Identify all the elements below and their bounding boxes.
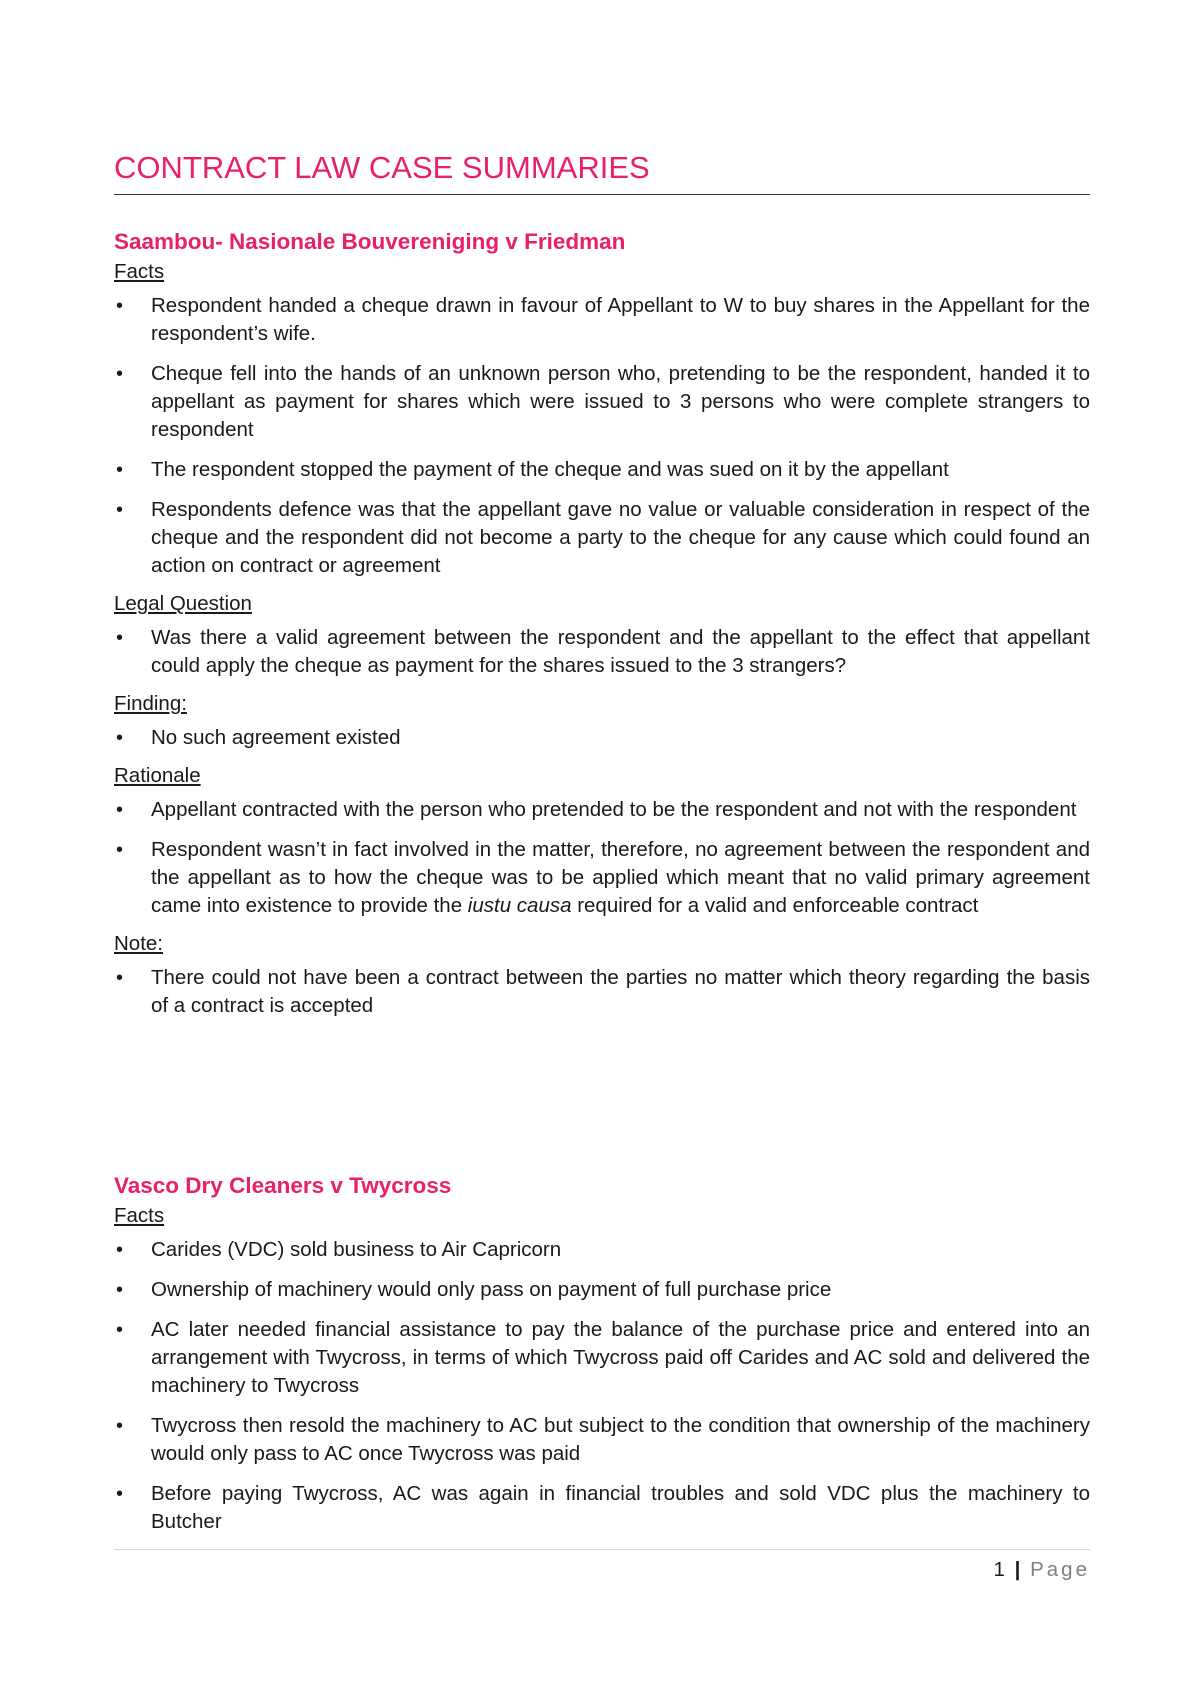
document-title: CONTRACT LAW CASE SUMMARIES: [114, 148, 1090, 195]
page-footer: [994, 1556, 1090, 1584]
rationale-list: [114, 796, 1090, 920]
case-title: Saambou- Nasionale Bouvereniging v Friedman: [114, 229, 626, 254]
note-heading: Note:: [114, 932, 163, 955]
note-list: [114, 964, 1090, 1020]
facts-list: [114, 292, 1090, 580]
case-summary-saambou: [114, 226, 1090, 1020]
list-item: • Twycross then resold the machinery to AC but subject to the condition that ownership of the machinery would only pass to AC once Twycross was paid: [114, 1412, 1090, 1468]
case-summary-vasco: [114, 1170, 1090, 1536]
facts-heading: Facts: [114, 1204, 165, 1227]
list-item: • Ownership of machinery would only pass on payment of full purchase price: [114, 1276, 1090, 1304]
list-item: • Respondent handed a cheque drawn in favour of Appellant to W to buy shares in the Appellant for the respondent’s wife.: [114, 292, 1090, 348]
rationale-heading: Rationale: [114, 764, 201, 787]
case-title: Vasco Dry Cleaners v Twycross: [114, 1173, 452, 1198]
facts-list: [114, 1236, 1090, 1536]
legal-question-list: [114, 624, 1090, 680]
list-item: • Cheque fell into the hands of an unknown person who, pretending to be the respondent, handed it to appellant as payment for shares which were issued to 3 persons who were complete strangers to respondent: [114, 360, 1090, 444]
page-number: 1: [993, 1558, 1005, 1581]
list-item: • Was there a valid agreement between the respondent and the appellant to the effect that appellant could apply the cheque as payment for the shares issued to the 3 strangers?: [114, 624, 1090, 680]
finding-heading: Finding:: [114, 692, 187, 715]
list-item: • Before paying Twycross, AC was again in financial troubles and sold VDC plus the machinery to Butcher: [114, 1480, 1090, 1536]
list-item: • Respondents defence was that the appellant gave no value or valuable consideration in respect of the cheque and the respondent did not become a party to the cheque for any cause which could found an action on contract or agreement: [114, 496, 1090, 580]
facts-heading: Facts: [114, 260, 165, 283]
page-separator: |: [1014, 1558, 1021, 1581]
list-item: [114, 836, 1090, 920]
legal-question-heading: Legal Question: [114, 592, 252, 615]
rationale-text-part: Respondent wasn’t in fact involved in the matter, therefore, no agreement between the respondent and the appellant as to how the cheque was to be applied which meant that no valid primary agreement came into existence to provide the: [151, 838, 1090, 917]
list-item: • No such agreement existed: [114, 724, 1090, 752]
list-item: • AC later needed financial assistance to pay the balance of the purchase price and entered into an arrangement with Twycross, in terms of which Twycross paid off Carides and AC sold and delivered the machinery to Twycross: [114, 1316, 1090, 1400]
list-item: • Carides (VDC) sold business to Air Capricorn: [114, 1236, 1090, 1264]
list-item: • The respondent stopped the payment of the cheque and was sued on it by the appellant: [114, 456, 1090, 484]
list-item: • There could not have been a contract between the parties no matter which theory regarding the basis of a contract is accepted: [114, 964, 1090, 1020]
finding-list: [114, 724, 1090, 752]
page-label: Page: [1030, 1558, 1090, 1581]
rationale-text-part: required for a valid and enforceable contract: [571, 894, 979, 917]
footer-divider: [114, 1549, 1090, 1550]
list-item: • Appellant contracted with the person who pretended to be the respondent and not with the respondent: [114, 796, 1090, 824]
latin-term: iustu causa: [467, 894, 572, 917]
